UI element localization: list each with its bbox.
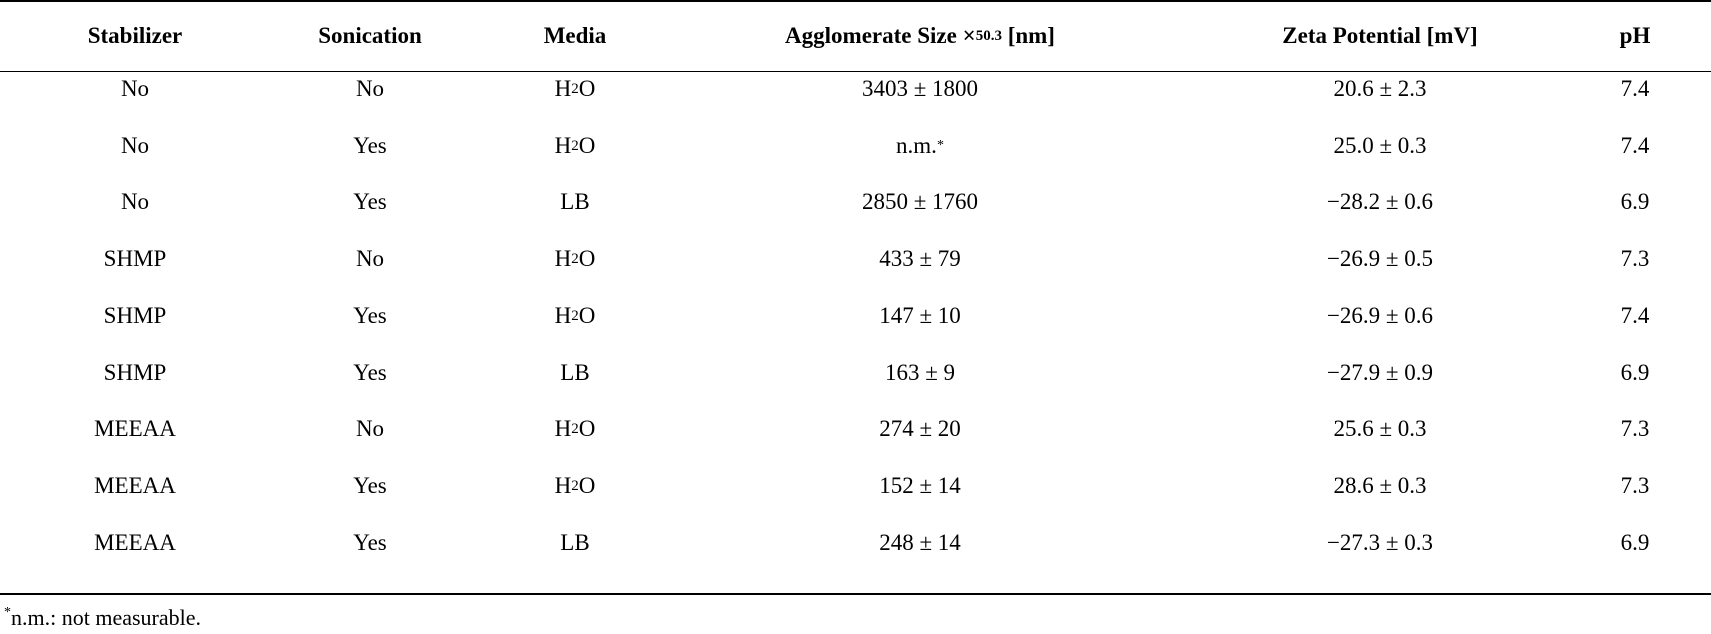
cell-sonication (270, 456, 470, 516)
cell-stabilizer (40, 229, 230, 289)
cell-sonication (270, 513, 470, 573)
cell-zeta-potential (1180, 399, 1580, 459)
media-tail: O (578, 76, 596, 101)
cell-zeta-potential (1180, 229, 1580, 289)
ph-value: 6.9 (1620, 529, 1650, 555)
cell-agglomerate-size (720, 456, 1120, 516)
media-value: LB (560, 189, 590, 215)
cell-agglomerate-size (720, 399, 1120, 459)
ph-value: 7.4 (1620, 132, 1650, 158)
cell-media (500, 343, 650, 403)
size-value: n.m. (896, 132, 937, 158)
sonication-value: Yes (353, 189, 387, 215)
ph-value: 7.3 (1620, 472, 1650, 498)
cell-ph (1580, 172, 1690, 232)
table-row (0, 513, 1711, 573)
cell-media: H 2 O (554, 246, 596, 272)
size-value: 147 ± 10 (879, 302, 961, 328)
ph-value: 6.9 (1620, 359, 1650, 385)
stabilizer-value: MEEAA (94, 472, 176, 498)
size-value: 274 ± 20 (879, 416, 961, 442)
cell-agglomerate-size: n.m. * (896, 132, 944, 158)
footnote-text: n.m.: not measurable. (11, 605, 202, 630)
stabilizer-value: SHMP (103, 302, 167, 328)
zeta-value: 25.6 ± 0.3 (1333, 416, 1427, 442)
size-value: 433 ± 79 (879, 246, 961, 272)
sonication-value: Yes (353, 132, 387, 158)
zeta-value: −28.2 ± 0.6 (1326, 189, 1434, 215)
table-row (0, 172, 1711, 232)
cell-stabilizer (40, 456, 230, 516)
cell-sonication (270, 286, 470, 346)
cell-media: H 2 O (554, 76, 596, 101)
media-tail: O (578, 416, 596, 442)
ph-value: 7.4 (1620, 76, 1650, 101)
sonication-value: Yes (353, 529, 387, 555)
cell-media (500, 513, 650, 573)
sonication-value: No (355, 76, 385, 101)
cell-stabilizer (40, 172, 230, 232)
stabilizer-value: SHMP (103, 359, 167, 385)
cell-ph (1580, 59, 1690, 119)
cell-media: H 2 O (554, 302, 596, 328)
cell-zeta-potential (1180, 116, 1580, 176)
size-value: 248 ± 14 (879, 529, 961, 555)
cell-agglomerate-size (720, 343, 1120, 403)
stabilizer-value: No (120, 132, 150, 158)
zeta-value: −26.9 ± 0.5 (1326, 246, 1434, 272)
media-value: H (554, 472, 572, 498)
table-row (0, 59, 1711, 119)
zeta-value: 28.6 ± 0.3 (1333, 472, 1427, 498)
cell-stabilizer (40, 343, 230, 403)
header-agglomerate-size: Agglomerate Size × 50.3 [nm] (785, 22, 1055, 48)
cell-zeta-potential (1180, 343, 1580, 403)
cell-ph (1580, 456, 1690, 516)
table-footnote (4, 605, 201, 631)
cell-media: H 2 O (554, 472, 596, 498)
cell-ph (1580, 399, 1690, 459)
size-value: 2850 ± 1760 (861, 189, 979, 215)
media-value: H (554, 76, 572, 101)
cell-ph (1580, 286, 1690, 346)
cell-zeta-potential (1180, 286, 1580, 346)
stabilizer-value: MEEAA (94, 529, 176, 555)
cell-zeta-potential (1180, 456, 1580, 516)
cell-sonication (270, 59, 470, 119)
media-value: H (554, 302, 572, 328)
ph-value: 7.3 (1620, 416, 1650, 442)
cell-agglomerate-size (720, 513, 1120, 573)
cell-agglomerate-size (720, 59, 1120, 119)
ph-value: 7.3 (1620, 246, 1650, 272)
zeta-value: 25.0 ± 0.3 (1333, 132, 1427, 158)
sonication-value: Yes (353, 359, 387, 385)
cell-sonication (270, 116, 470, 176)
zeta-value: −27.9 ± 0.9 (1326, 359, 1434, 385)
table-row (0, 456, 1711, 516)
table-bottom-rule (0, 593, 1711, 595)
header-media: Media (543, 22, 607, 48)
stabilizer-value: SHMP (103, 246, 167, 272)
table-row (0, 116, 1711, 176)
cell-ph (1580, 513, 1690, 573)
size-value: 3403 ± 1800 (861, 76, 979, 101)
media-value: H (554, 132, 572, 158)
cell-stabilizer (40, 286, 230, 346)
table-row (0, 399, 1711, 459)
cell-ph (1580, 343, 1690, 403)
sonication-value: No (355, 416, 385, 442)
cell-stabilizer (40, 513, 230, 573)
stabilizer-value: No (120, 76, 150, 101)
ph-value: 7.4 (1620, 302, 1650, 328)
cell-zeta-potential (1180, 513, 1580, 573)
sonication-value: Yes (353, 472, 387, 498)
media-tail: O (578, 472, 596, 498)
media-value: LB (560, 359, 590, 385)
media-tail: O (578, 132, 596, 158)
header-ph: pH (1619, 22, 1651, 48)
media-tail: O (578, 302, 596, 328)
cell-zeta-potential (1180, 172, 1580, 232)
stabilizer-value: MEEAA (94, 416, 176, 442)
ph-value: 6.9 (1620, 189, 1650, 215)
header-stabilizer: Stabilizer (87, 22, 183, 48)
footnote-marker: * (4, 605, 11, 620)
header-size-suffix: [nm] (1001, 22, 1055, 48)
cell-stabilizer (40, 399, 230, 459)
header-zeta-potential: Zeta Potential [mV] (1282, 22, 1478, 48)
cell-agglomerate-size (720, 172, 1120, 232)
cell-sonication (270, 172, 470, 232)
stabilizer-value: No (120, 189, 150, 215)
cell-sonication (270, 399, 470, 459)
cell-zeta-potential (1180, 59, 1580, 119)
cell-sonication (270, 229, 470, 289)
zeta-value: −26.9 ± 0.6 (1326, 302, 1434, 328)
cell-sonication (270, 343, 470, 403)
table-row (0, 229, 1711, 289)
table-row (0, 286, 1711, 346)
cell-media (500, 172, 650, 232)
sonication-value: Yes (353, 302, 387, 328)
cell-ph (1580, 116, 1690, 176)
header-size-prefix: Agglomerate Size × (785, 22, 976, 48)
cell-agglomerate-size (720, 286, 1120, 346)
media-value: LB (560, 529, 590, 555)
cell-stabilizer (40, 116, 230, 176)
cell-media: H 2 O (554, 132, 596, 158)
cell-ph (1580, 229, 1690, 289)
cell-media: H 2 O (554, 416, 596, 442)
header-sonication: Sonication (318, 22, 422, 48)
zeta-value: 20.6 ± 2.3 (1333, 76, 1427, 101)
cell-agglomerate-size (720, 229, 1120, 289)
zeta-value: −27.3 ± 0.3 (1326, 529, 1434, 555)
sonication-value: No (355, 246, 385, 272)
media-tail: O (578, 246, 596, 272)
size-value: 163 ± 9 (884, 359, 956, 385)
cell-stabilizer (40, 59, 230, 119)
size-value: 152 ± 14 (879, 472, 961, 498)
media-value: H (554, 246, 572, 272)
table-row (0, 343, 1711, 403)
media-value: H (554, 416, 572, 442)
